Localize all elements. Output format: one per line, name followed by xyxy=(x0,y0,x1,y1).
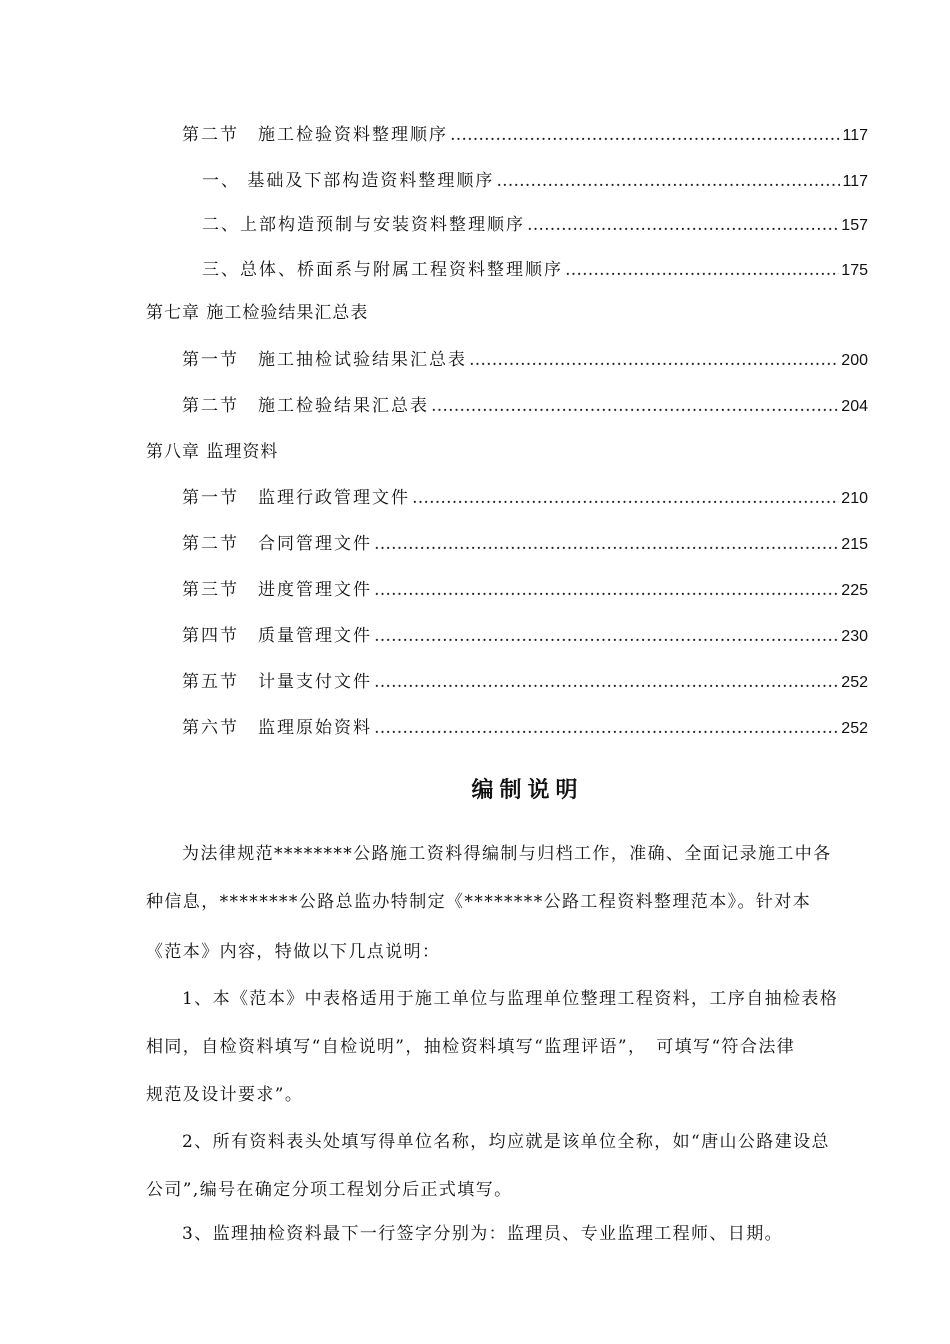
body-text-line: 相同，自检资料填写“自检说明”，抽检资料填写“监理评语”， 可填写“符合法律 xyxy=(146,1037,796,1057)
toc-leader-dots xyxy=(412,487,839,509)
toc-entry[interactable] xyxy=(182,717,868,740)
toc-leader-dots xyxy=(565,259,839,281)
toc-leader-dots xyxy=(496,170,840,192)
toc-entry-page: 230 xyxy=(841,628,868,645)
body-text-line: 为法律规范********公路施工资料得编制与归档工作，准确、全面记录施工中各 xyxy=(182,844,832,864)
body-text-line: 《范本》内容，特做以下几点说明： xyxy=(146,942,441,962)
toc-leader-dots xyxy=(374,671,839,693)
toc-entry[interactable] xyxy=(202,259,868,282)
toc-entry-title: 第二节 合同管理文件 xyxy=(182,534,372,554)
toc-entry[interactable] xyxy=(182,349,868,372)
body-text-line: 2、所有资料表头处填写得单位名称，均应就是该单位全称，如“唐山公路建设总 xyxy=(182,1132,830,1152)
toc-entry-page: 117 xyxy=(842,173,868,190)
toc-entry-page: 200 xyxy=(841,352,868,369)
section-heading: 编制说明 xyxy=(471,778,584,803)
toc-entry-page: 157 xyxy=(841,217,868,234)
toc-leader-dots xyxy=(469,349,839,371)
toc-entry-page: 252 xyxy=(841,674,868,691)
toc-leader-dots xyxy=(450,124,840,146)
toc-entry-title: 第六节 监理原始资料 xyxy=(182,718,372,738)
toc-chapter-heading[interactable]: 第七章 施工检验结果汇总表 xyxy=(146,303,369,323)
toc-chapter-heading[interactable]: 第八章 监理资料 xyxy=(146,442,279,462)
toc-entry-title: 第三节 进度管理文件 xyxy=(182,580,372,600)
toc-entry[interactable] xyxy=(182,671,868,694)
body-text-line: 规范及设计要求”。 xyxy=(146,1085,304,1105)
toc-entry[interactable] xyxy=(182,625,868,648)
body-text-line: 种信息，********公路总监办特制定《********公路工程资料整理范本》。针对本 xyxy=(146,892,812,912)
toc-entry-title: 第四节 质量管理文件 xyxy=(182,626,372,646)
toc-entry-title: 第一节 施工抽检试验结果汇总表 xyxy=(182,350,467,370)
toc-entry[interactable] xyxy=(182,395,868,418)
toc-entry-title: 一、 基础及下部构造资料整理顺序 xyxy=(202,171,495,191)
toc-leader-dots xyxy=(374,533,839,555)
toc-entry-title: 第五节 计量支付文件 xyxy=(182,672,372,692)
toc-entry[interactable] xyxy=(182,124,868,147)
toc-leader-dots xyxy=(374,717,839,739)
toc-entry-page: 204 xyxy=(841,398,868,415)
toc-entry-title: 二、上部构造预制与安装资料整理顺序 xyxy=(202,215,525,235)
toc-entry-page: 225 xyxy=(841,582,868,599)
toc-entry[interactable] xyxy=(202,170,868,193)
toc-entry[interactable] xyxy=(182,579,868,602)
body-text-line: 1、本《范本》中表格适用于施工单位与监理单位整理工程资料，工序自抽检表格 xyxy=(182,989,839,1009)
toc-entry-page: 175 xyxy=(841,262,868,279)
toc-entry[interactable] xyxy=(182,533,868,556)
toc-leader-dots xyxy=(527,214,839,236)
toc-entry-page: 117 xyxy=(842,127,868,144)
toc-entry-title: 第一节 监理行政管理文件 xyxy=(182,488,410,508)
toc-leader-dots xyxy=(431,395,839,417)
toc-leader-dots xyxy=(374,625,839,647)
toc-leader-dots xyxy=(374,579,839,601)
toc-entry-page: 252 xyxy=(841,720,868,737)
toc-entry-title: 三、总体、桥面系与附属工程资料整理顺序 xyxy=(202,260,563,280)
toc-entry[interactable] xyxy=(182,487,868,510)
toc-entry-title: 第二节 施工检验资料整理顺序 xyxy=(182,125,448,145)
toc-entry-page: 215 xyxy=(841,536,868,553)
body-text-line: 3、监理抽检资料最下一行签字分别为：监理员、专业监理工程师、日期。 xyxy=(182,1224,784,1244)
toc-entry-title: 第二节 施工检验结果汇总表 xyxy=(182,396,429,416)
body-text-line: 公司”,编号在确定分项工程划分后正式填写。 xyxy=(146,1180,513,1200)
toc-entry[interactable] xyxy=(202,214,868,237)
toc-entry-page: 210 xyxy=(841,490,868,507)
